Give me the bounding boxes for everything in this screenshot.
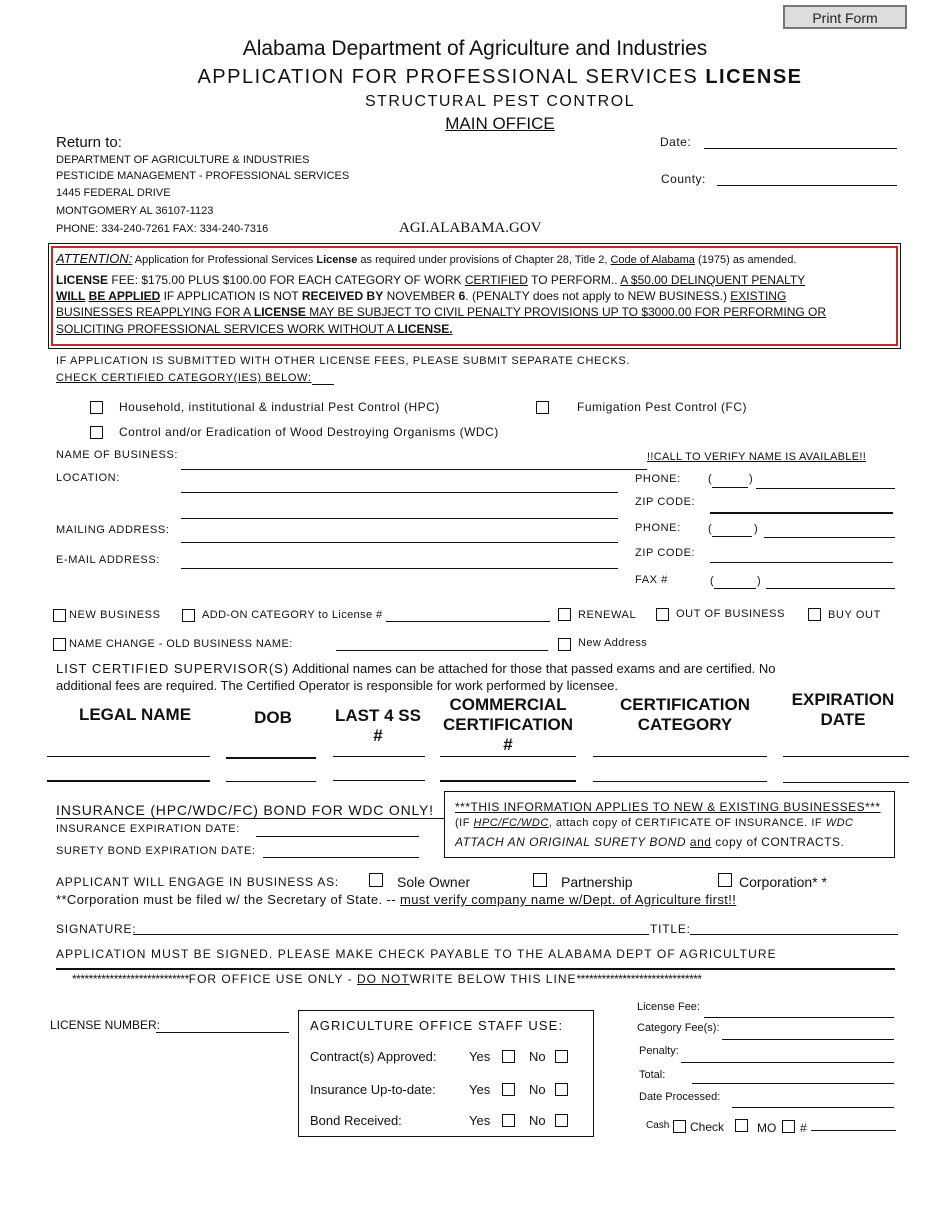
wdc-label: Control and/or Eradication of Wood Destroying Organisms (WDC) <box>119 425 499 439</box>
add-on-label: ADD-ON CATEGORY to License # <box>202 609 383 621</box>
new-address-label: New Address <box>578 637 648 649</box>
attention-text-1d: Code of Alabama <box>610 254 695 266</box>
surety-expiration-field[interactable] <box>263 857 419 858</box>
date-processed-field[interactable] <box>732 1107 894 1108</box>
attention-text-4c: MAY BE SUBJECT TO CIVIL PENALTY PROVISIONS UP TO $3000.00 FOR PERFORMING OR <box>309 305 827 319</box>
date-processed-label: Date Processed: <box>639 1091 721 1103</box>
attention-text-2c: CERTIFIED <box>464 273 528 287</box>
form-title <box>0 66 950 89</box>
col-expiration-date: EXPIRATION DATE <box>791 690 895 729</box>
new-business-label: NEW BUSINESS <box>69 609 161 621</box>
penalty-label: Penalty: <box>639 1045 679 1057</box>
supervisor-text-1 <box>56 661 776 676</box>
bond-yes-label: Yes <box>469 1113 491 1128</box>
location-field-2[interactable] <box>181 518 618 519</box>
insurance-no-checkbox[interactable] <box>555 1083 568 1096</box>
email-field[interactable] <box>181 568 618 569</box>
insurance-info-line-1: ***THIS INFORMATION APPLIES TO NEW & EXISTING BUSINESSES*** <box>455 800 881 814</box>
sole-owner-checkbox[interactable] <box>369 873 383 887</box>
office-name: MAIN OFFICE <box>445 114 555 133</box>
supervisor-1-name[interactable] <box>47 756 210 757</box>
contracts-no-label: No <box>529 1049 546 1064</box>
penalty-field[interactable] <box>681 1062 894 1063</box>
supervisor-2-ssn[interactable] <box>333 780 425 781</box>
location-field-1[interactable] <box>181 492 618 493</box>
attention-line-3 <box>56 289 786 303</box>
license-number-field[interactable] <box>156 1032 289 1033</box>
attention-text-1c: as required under provisions of Chapter 28, Title 2, <box>360 254 608 266</box>
location-label: LOCATION: <box>56 472 120 484</box>
return-address-2: PESTICIDE MANAGEMENT - PROFESSIONAL SERVICES <box>56 170 350 182</box>
attention-text-3a: WILL <box>56 289 86 303</box>
mailing-phone-field[interactable] <box>764 537 895 538</box>
fax-paren-open: ( <box>710 575 714 587</box>
check-checkbox[interactable] <box>735 1119 748 1132</box>
new-address-checkbox[interactable] <box>558 638 571 651</box>
insurance-info-line-3 <box>455 835 844 849</box>
form-subtitle: STRUCTURAL PEST CONTROL <box>364 93 636 110</box>
insurance-info-2c: , attach copy of CERTIFICATE OF INSURANCE. IF <box>548 817 823 829</box>
mo-checkbox[interactable] <box>782 1120 795 1133</box>
office-use-banner <box>72 972 702 986</box>
attention-text-4a: BUSINESSES REAPPLYING FOR A <box>56 305 251 319</box>
office-use-stars-left: **************************** <box>72 972 189 986</box>
return-address-1: DEPARTMENT OF AGRICULTURE & INDUSTRIES <box>56 154 310 166</box>
attention-text-3f: 6 <box>458 289 466 303</box>
license-fee-label: License Fee: <box>637 1001 700 1013</box>
insurance-info-2d: WDC <box>825 817 854 829</box>
insurance-info-line-2 <box>455 817 853 829</box>
must-sign-note: APPLICATION MUST BE SIGNED. PLEASE MAKE CHECK PAYABLE TO THE ALABAMA DEPT OF AGRICULTURE <box>56 947 777 961</box>
cash-checkbox[interactable] <box>673 1120 686 1133</box>
bond-no-label: No <box>529 1113 546 1128</box>
col-last4-ssn: LAST 4 SS # <box>335 706 421 745</box>
insurance-heading: INSURANCE (HPC/WDC/FC) BOND FOR WDC ONLY! <box>56 802 434 818</box>
old-business-name-field[interactable] <box>336 650 548 651</box>
attention-text-2e: A $50.00 DELINQUENT PENALTY <box>620 273 806 287</box>
attention-text-3h: EXISTING <box>730 289 787 303</box>
add-on-license-field[interactable] <box>386 621 550 622</box>
supervisor-note-2: additional fees are required. The Certified Operator is responsible for work performed by licensee. <box>56 678 618 693</box>
fc-checkbox[interactable] <box>536 401 549 414</box>
mailing-address-label: MAILING ADDRESS: <box>56 524 170 536</box>
attention-text-5b: LICENSE. <box>397 322 453 336</box>
attention-heading: ATTENTION: <box>56 251 133 266</box>
county-label: County: <box>661 172 706 186</box>
insurance-uptodate-label: Insurance Up-to-date: <box>310 1082 436 1097</box>
office-use-stars-right: ****************************** <box>576 972 702 986</box>
col-commercial-cert: COMMERCIAL CERTIFICATION # <box>442 695 573 754</box>
check-categories-label: CHECK CERTIFIED CATEGORY(IES) BELOW: <box>56 372 312 384</box>
total-field[interactable] <box>692 1083 894 1084</box>
category-fees-label: Category Fee(s): <box>637 1022 720 1034</box>
license-number-label: LICENSE NUMBER: <box>50 1018 161 1032</box>
col-dob: DOB <box>254 708 292 727</box>
renewal-checkbox[interactable] <box>558 608 571 621</box>
office-use-text-b: DO NOT <box>357 972 410 986</box>
col-cert-category: CERTIFICATION CATEGORY <box>619 695 750 734</box>
corporation-note-a: **Corporation must be filed w/ the Secretary of State. -- <box>56 892 396 907</box>
email-label: E-MAIL ADDRESS: <box>56 554 160 566</box>
add-on-checkbox[interactable] <box>182 609 195 622</box>
attention-text-1a: Application for Professional Services <box>134 254 314 266</box>
hpc-label: Household, institutional & industrial Pest Control (HPC) <box>119 400 440 414</box>
corporation-checkbox[interactable] <box>718 873 732 887</box>
insurance-yes-checkbox[interactable] <box>502 1083 515 1096</box>
buy-out-checkbox[interactable] <box>808 608 821 621</box>
attention-line-4 <box>56 305 826 319</box>
contracts-yes-checkbox[interactable] <box>502 1050 515 1063</box>
business-name-field[interactable] <box>181 469 647 470</box>
corporation-note <box>56 892 736 907</box>
supervisor-1-cert[interactable] <box>440 756 576 757</box>
supervisor-1-category[interactable] <box>593 756 767 757</box>
insurance-no-label: No <box>529 1082 546 1097</box>
website: AGI.ALABAMA.GOV <box>399 220 542 236</box>
mailing-address-field[interactable] <box>181 542 618 543</box>
attention-text-2d: TO PERFORM.. <box>531 273 618 287</box>
supervisor-2-cert[interactable] <box>440 780 576 782</box>
location-phone-area-field[interactable] <box>712 487 748 488</box>
signature-field[interactable] <box>133 934 649 935</box>
attention-line-1 <box>56 251 796 266</box>
org-name: Alabama Department of Agriculture and Industries <box>242 37 708 60</box>
renewal-label: RENEWAL <box>578 609 637 621</box>
contracts-no-checkbox[interactable] <box>555 1050 568 1063</box>
office-use-text-c: WRITE BELOW THIS LINE <box>409 972 577 986</box>
office-divider <box>56 968 895 970</box>
mailing-zip-field[interactable] <box>710 562 893 563</box>
attention-line-2 <box>56 273 805 287</box>
county-field[interactable] <box>717 185 897 186</box>
location-phone-field[interactable] <box>756 488 895 489</box>
contracts-yes-label: Yes <box>469 1049 491 1064</box>
staff-use-title: AGRICULTURE OFFICE STAFF USE: <box>310 1018 564 1033</box>
office-use-text-a: FOR OFFICE USE ONLY - <box>188 972 353 986</box>
form-title-main: APPLICATION FOR PROFESSIONAL SERVICES <box>197 66 699 88</box>
partnership-checkbox[interactable] <box>533 873 547 887</box>
call-verify-note: !!CALL TO VERIFY NAME IS AVAILABLE!! <box>647 451 867 463</box>
return-address-3: 1445 FEDERAL DRIVE <box>56 187 171 199</box>
insurance-info-3b: and <box>689 835 712 849</box>
check-label: Check <box>690 1120 725 1134</box>
supervisor-2-category[interactable] <box>593 781 767 782</box>
supervisor-heading: LIST CERTIFIED SUPERVISOR(S) <box>56 661 290 676</box>
signature-label: SIGNATURE: <box>56 922 137 936</box>
fax-field[interactable] <box>766 588 895 589</box>
insurance-heading-underline <box>56 818 444 819</box>
payment-number-field[interactable] <box>811 1130 896 1131</box>
location-phone-label: PHONE: <box>635 473 681 485</box>
cash-label: Cash <box>646 1120 670 1131</box>
return-address-4: MONTGOMERY AL 36107-1123 <box>56 205 214 217</box>
date-field[interactable] <box>704 148 897 149</box>
name-change-label: NAME CHANGE - OLD BUSINESS NAME: <box>69 638 293 650</box>
attention-text-4b: LICENSE <box>253 305 306 319</box>
location-phone-paren-open: ( <box>708 473 712 485</box>
mailing-phone-paren-close: ) <box>754 523 758 535</box>
col-legal-name: LEGAL NAME <box>78 705 192 724</box>
contracts-approved-label: Contract(s) Approved: <box>310 1049 437 1064</box>
attention-text-3b: BE APPLIED <box>88 289 161 303</box>
location-phone-paren-close: ) <box>749 473 753 485</box>
partnership-label: Partnership <box>561 874 633 890</box>
business-name-label: NAME OF BUSINESS: <box>56 449 179 461</box>
return-to-label: Return to: <box>56 134 122 151</box>
return-address-5: PHONE: 334-240-7261 FAX: 334-240-7316 <box>56 223 269 235</box>
insurance-info-2a: (IF <box>455 817 470 829</box>
attention-text-3e: NOVEMBER <box>386 289 456 303</box>
title-label: TITLE: <box>650 922 691 936</box>
title-field[interactable] <box>690 934 898 935</box>
supervisor-1-ssn[interactable] <box>333 756 425 757</box>
attention-text-2a: LICENSE <box>56 273 109 287</box>
surety-expiration-label: SURETY BOND EXPIRATION DATE: <box>56 845 256 857</box>
location-zip-field[interactable] <box>710 512 893 514</box>
license-fee-field[interactable] <box>704 1017 894 1018</box>
mailing-phone-area-field[interactable] <box>712 536 752 537</box>
supervisor-2-dob[interactable] <box>226 781 316 782</box>
bond-no-checkbox[interactable] <box>555 1114 568 1127</box>
mo-label: MO <box>757 1121 777 1135</box>
attention-text-5a: SOLICITING PROFESSIONAL SERVICES WORK WITHOUT A <box>56 322 394 336</box>
attention-line-5 <box>56 322 453 336</box>
print-form-button[interactable]: Print Form <box>783 5 907 29</box>
supervisor-1-expiration[interactable] <box>783 756 909 757</box>
hash-label: # <box>800 1121 807 1135</box>
supervisor-1-dob[interactable] <box>226 757 316 759</box>
location-zip-label: ZIP CODE: <box>635 496 696 508</box>
insurance-expiration-label: INSURANCE EXPIRATION DATE: <box>56 823 240 835</box>
mailing-phone-label: PHONE: <box>635 522 681 534</box>
buy-out-label: BUY OUT <box>828 609 881 621</box>
hpc-checkbox[interactable] <box>90 401 103 414</box>
attention-text-3c: IF APPLICATION IS NOT <box>163 289 299 303</box>
corporation-note-b: must verify company name w/Dept. of Agriculture first!! <box>400 892 737 907</box>
insurance-info-3c: copy of CONTRACTS. <box>715 835 845 849</box>
insurance-yes-label: Yes <box>469 1082 491 1097</box>
out-of-business-checkbox[interactable] <box>656 608 669 621</box>
mailing-zip-label: ZIP CODE: <box>635 547 696 559</box>
insurance-info-3a: ATTACH AN ORIGINAL SURETY BOND <box>455 835 687 849</box>
corporation-label: Corporation* * <box>739 874 827 890</box>
attention-text-1e: (1975) as amended. <box>697 254 797 266</box>
mailing-phone-paren-open: ( <box>708 523 712 535</box>
supervisor-2-name[interactable] <box>47 780 210 782</box>
fax-paren-close: ) <box>757 575 761 587</box>
attention-text-3g: . (PENALTY does not apply to NEW BUSINESS.) <box>465 289 727 303</box>
check-categories-underline <box>312 384 334 385</box>
supervisor-note-1: Additional names can be attached for those that passed exams and are certified. No <box>292 661 776 676</box>
new-business-checkbox[interactable] <box>53 609 66 622</box>
bond-received-label: Bond Received: <box>310 1113 402 1128</box>
bond-yes-checkbox[interactable] <box>502 1114 515 1127</box>
engage-label: APPLICANT WILL ENGAGE IN BUSINESS AS: <box>56 875 340 889</box>
attention-text-3d: RECEIVED BY <box>301 289 384 303</box>
attention-text-1b: License <box>316 254 358 266</box>
separate-checks-note: IF APPLICATION IS SUBMITTED WITH OTHER LICENSE FEES, PLEASE SUBMIT SEPARATE CHECKS. <box>56 355 631 367</box>
fax-area-field[interactable] <box>714 588 756 589</box>
out-of-business-label: OUT OF BUSINESS <box>676 608 786 620</box>
insurance-expiration-field[interactable] <box>256 836 419 837</box>
wdc-checkbox[interactable] <box>90 426 103 439</box>
name-change-checkbox[interactable] <box>53 638 66 651</box>
insurance-info-2b: HPC/FC/WDC <box>473 817 549 829</box>
fax-label: FAX # <box>635 574 668 586</box>
fc-label: Fumigation Pest Control (FC) <box>577 400 748 414</box>
category-fees-field[interactable] <box>722 1039 894 1040</box>
date-label: Date: <box>660 135 692 149</box>
supervisor-2-expiration[interactable] <box>783 782 909 783</box>
total-label: Total: <box>639 1069 666 1081</box>
form-title-license: LICENSE <box>705 66 803 88</box>
attention-text-2b: FEE: $175.00 PLUS $100.00 FOR EACH CATEGORY OF WORK <box>111 273 462 287</box>
sole-owner-label: Sole Owner <box>397 874 471 890</box>
